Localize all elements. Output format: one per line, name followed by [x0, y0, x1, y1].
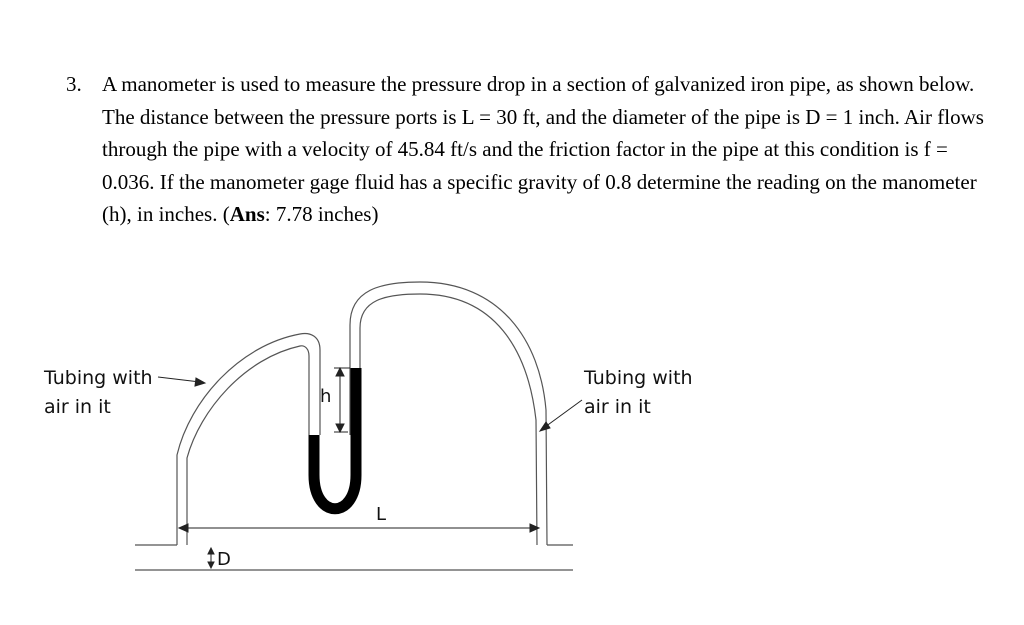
problem-number: 3.: [66, 72, 82, 96]
left-tubing-label: [44, 364, 153, 422]
h-label: h: [320, 386, 332, 407]
left-label-arrow: [158, 377, 205, 386]
pipe-walls: [135, 545, 573, 570]
D-label: D: [217, 549, 231, 570]
right-tubing-label-line2: air in it: [584, 396, 651, 418]
problem-text-main: A manometer is used to measure the pressure drop in a section of galvanized iron pipe, as shown below. The distance between the pressure ports is L = 30 ft, and the diameter of the pipe is D = 1 inch. Air flows through the pipe with a velocity of 45.84 ft/s and the friction factor in the pipe at this condition is f = 0.036. If the manometer gage fluid has a specific gravity of 0.8 determine the reading on the manometer (h), in inches. (: [102, 72, 984, 226]
L-label: L: [376, 504, 387, 525]
h-dimension: [334, 368, 350, 432]
left-tubing-label-line2: air in it: [44, 396, 111, 418]
answer-value: : 7.78 inches): [264, 202, 379, 226]
left-tubing-outer: [177, 334, 320, 545]
left-tubing-inner: [187, 346, 309, 545]
answer-label: Ans: [229, 202, 265, 226]
right-tubing-label: [584, 364, 693, 422]
D-dimension: [208, 548, 214, 568]
left-tubing-label-line1: Tubing with: [44, 367, 153, 389]
right-tubing-inner: [360, 294, 537, 545]
L-dimension: [179, 524, 539, 532]
right-tubing-label-line1: Tubing with: [584, 367, 693, 389]
left-tubing: [177, 334, 320, 545]
